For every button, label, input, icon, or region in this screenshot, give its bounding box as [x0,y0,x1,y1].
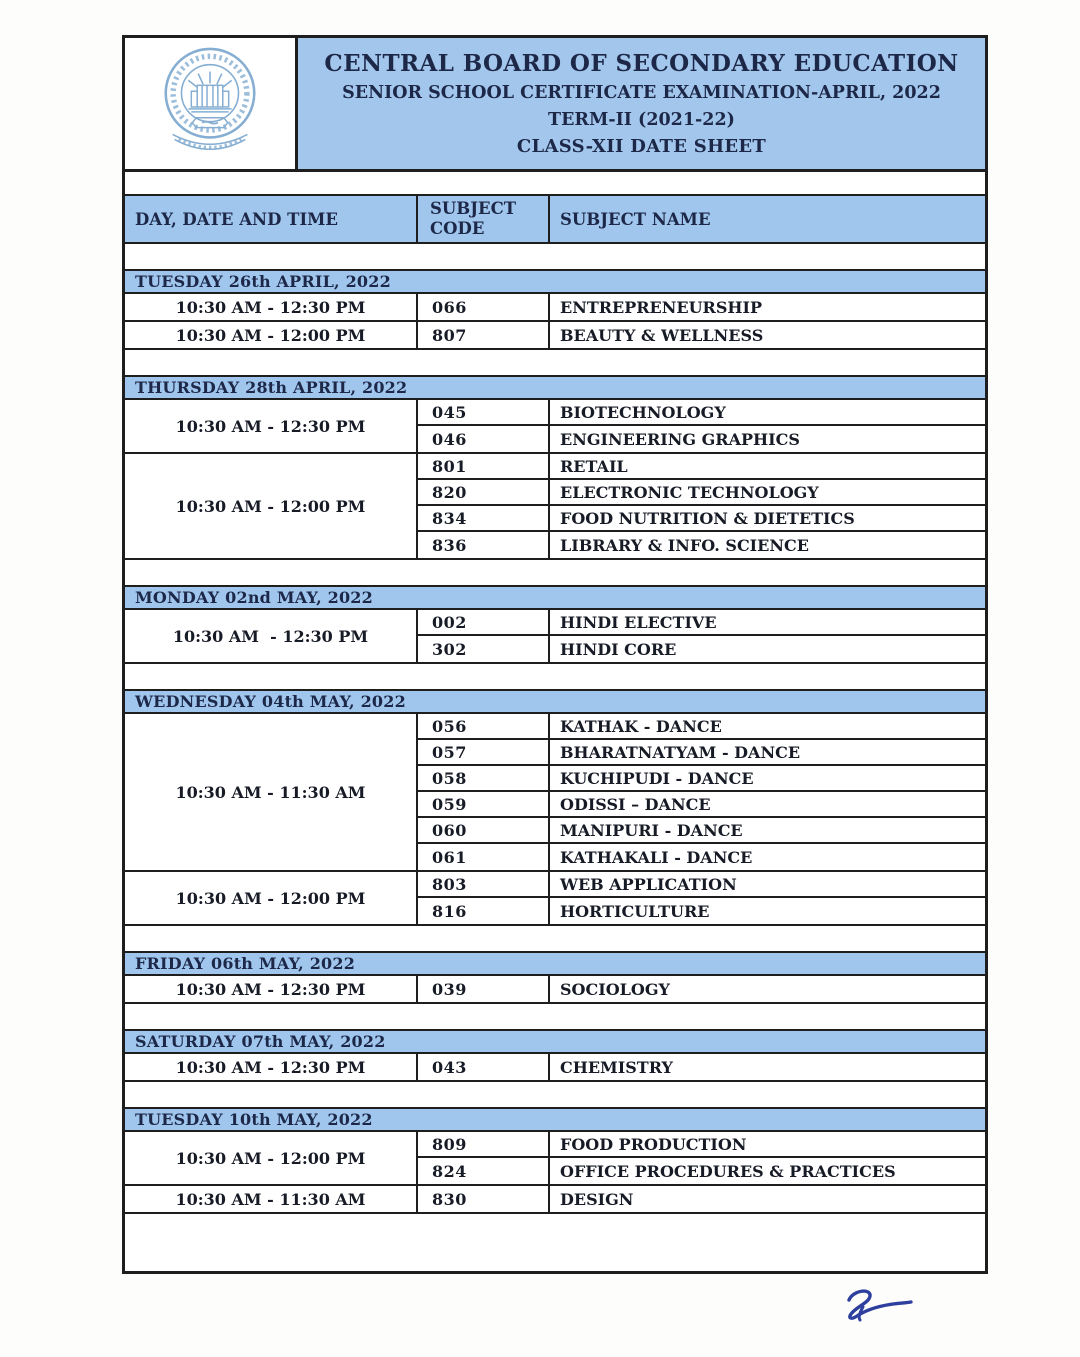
exam-time: 10:30 AM - 12:00 PM [125,454,418,558]
subject-list [418,610,985,662]
datesheet-document [122,35,988,1274]
time-group [125,322,985,350]
subject-name: ODISSI – DANCE [560,794,711,814]
title-box [122,35,988,172]
subject-code: 807 [418,322,550,348]
time-group [125,610,985,664]
subject-name: MANIPURI - DANCE [560,820,743,840]
subject-row [418,872,985,898]
subject-name: HINDI ELECTIVE [560,612,717,632]
time-group [125,454,985,560]
subject-list [418,322,985,348]
time-group [125,872,985,926]
section-gap [125,664,985,689]
time-group [125,714,985,872]
subject-name: ENGINEERING GRAPHICS [560,429,800,449]
exam-time: 10:30 AM - 12:30 PM [125,976,418,1002]
logo-cell [125,38,298,169]
subject-name: CHEMISTRY [560,1057,673,1077]
time-group [125,1186,985,1214]
exam-time: 10:30 AM - 12:00 PM [125,322,418,348]
subject-row [418,1132,985,1158]
section-gap [125,1004,985,1029]
subject-code: 836 [418,532,550,558]
subject-name: KATHAK - DANCE [560,716,722,736]
subject-code: 043 [418,1054,550,1080]
subject-code: 816 [418,898,550,924]
time-group [125,1132,985,1186]
exam-time: 10:30 AM - 12:30 PM [125,294,418,320]
exam-time: 10:30 AM - 11:30 AM [125,1186,418,1212]
subject-name: WEB APPLICATION [560,874,737,894]
subject-row [418,454,985,480]
date-band: MONDAY 02nd MAY, 2022 [125,585,985,610]
date-band: TUESDAY 26th APRIL, 2022 [125,269,985,294]
subject-code: 058 [418,766,550,790]
time-group [125,976,985,1004]
column-header-subject-name: SUBJECT NAME [560,209,711,229]
handwritten-signature [833,1285,919,1333]
subject-list [418,1132,985,1184]
subject-code: 809 [418,1132,550,1156]
subject-row [418,506,985,532]
subject-list [418,400,985,452]
subject-row [418,294,985,320]
datesheet-title: CLASS-XII DATE SHEET [516,135,767,157]
subject-list [418,454,985,558]
board-name: CENTRAL BOARD OF SECONDARY EDUCATION [324,50,959,78]
section-gap [125,244,985,269]
subject-code: 039 [418,976,550,1002]
datesheet-table [122,172,988,1274]
subject-name: ELECTRONIC TECHNOLOGY [560,482,819,502]
subject-row [418,740,985,766]
subject-name: BIOTECHNOLOGY [560,402,726,422]
subject-row [418,766,985,792]
subject-list [418,1054,985,1080]
subject-row [418,792,985,818]
date-band: SATURDAY 07th MAY, 2022 [125,1029,985,1054]
top-gap [125,172,985,194]
title-block [298,38,985,169]
subject-code: 059 [418,792,550,816]
subject-row [418,976,985,1002]
subject-row [418,1054,985,1080]
subject-list [418,1186,985,1212]
time-group [125,1054,985,1082]
cbse-logo-icon [151,42,269,166]
subject-row [418,322,985,348]
subject-row [418,636,985,662]
subject-code: 820 [418,480,550,504]
subject-name: FOOD PRODUCTION [560,1134,747,1154]
column-header-day-date-time: DAY, DATE AND TIME [125,196,418,242]
subject-name: SOCIOLOGY [560,979,670,999]
exam-time: 10:30 AM - 12:00 PM [125,872,418,924]
subject-name: BHARATNATYAM - DANCE [560,742,801,762]
subject-row [418,400,985,426]
subject-code: 830 [418,1186,550,1212]
time-group [125,400,985,454]
subject-name: OFFICE PROCEDURES & PRACTICES [560,1161,896,1181]
exam-time: 10:30 AM - 11:30 AM [125,714,418,870]
subject-code: 061 [418,844,550,870]
section-gap [125,926,985,951]
subject-row [418,844,985,870]
subject-name: LIBRARY & INFO. SCIENCE [560,535,809,555]
subject-name: RETAIL [560,456,628,476]
subject-row [418,714,985,740]
subject-row [418,898,985,924]
scanned-datesheet-page [0,35,1080,1357]
subject-code: 060 [418,818,550,842]
examination-name: SENIOR SCHOOL CERTIFICATE EXAMINATION-APRIL, 2022 [342,83,941,104]
subject-row [418,610,985,636]
subject-row [418,818,985,844]
date-band: TUESDAY 10th MAY, 2022 [125,1107,985,1132]
subject-name: DESIGN [560,1189,634,1209]
subject-code: 045 [418,400,550,424]
bottom-empty-row [125,1214,985,1271]
subject-name: ENTREPRENEURSHIP [560,297,762,317]
subject-code: 824 [418,1158,550,1184]
subject-name: HINDI CORE [560,639,677,659]
subject-code: 056 [418,714,550,738]
subject-row [418,426,985,452]
sections-container [125,244,985,1271]
subject-list [418,872,985,924]
term-label: TERM-II (2021-22) [548,109,735,130]
subject-name: HORTICULTURE [560,901,710,921]
subject-code: 834 [418,506,550,530]
subject-name: KUCHIPUDI - DANCE [560,768,754,788]
time-group [125,294,985,322]
subject-code: 002 [418,610,550,634]
date-band: THURSDAY 28th APRIL, 2022 [125,375,985,400]
exam-time: 10:30 AM - 12:30 PM [125,1054,418,1080]
exam-time: 10:30 AM - 12:30 PM [125,400,418,452]
subject-code: 801 [418,454,550,478]
date-band: WEDNESDAY 04th MAY, 2022 [125,689,985,714]
subject-code: 057 [418,740,550,764]
subject-name: BEAUTY & WELLNESS [560,325,764,345]
exam-time: 10:30 AM - 12:00 PM [125,1132,418,1184]
exam-time: 10:30 AM - 12:30 PM [125,610,418,662]
subject-row [418,532,985,558]
subject-list [418,714,985,870]
subject-code: 302 [418,636,550,662]
subject-row [418,1186,985,1212]
section-gap [125,560,985,585]
section-gap [125,1082,985,1107]
table-column-header [125,194,985,244]
subject-code: 066 [418,294,550,320]
subject-row [418,480,985,506]
subject-code: 046 [418,426,550,452]
column-header-subject-code: SUBJECT CODE [418,196,550,242]
subject-list [418,976,985,1002]
subject-name: KATHAKALI - DANCE [560,847,753,867]
section-gap [125,350,985,375]
subject-row [418,1158,985,1184]
subject-code: 803 [418,872,550,896]
date-band: FRIDAY 06th MAY, 2022 [125,951,985,976]
subject-list [418,294,985,320]
subject-name: FOOD NUTRITION & DIETETICS [560,508,855,528]
